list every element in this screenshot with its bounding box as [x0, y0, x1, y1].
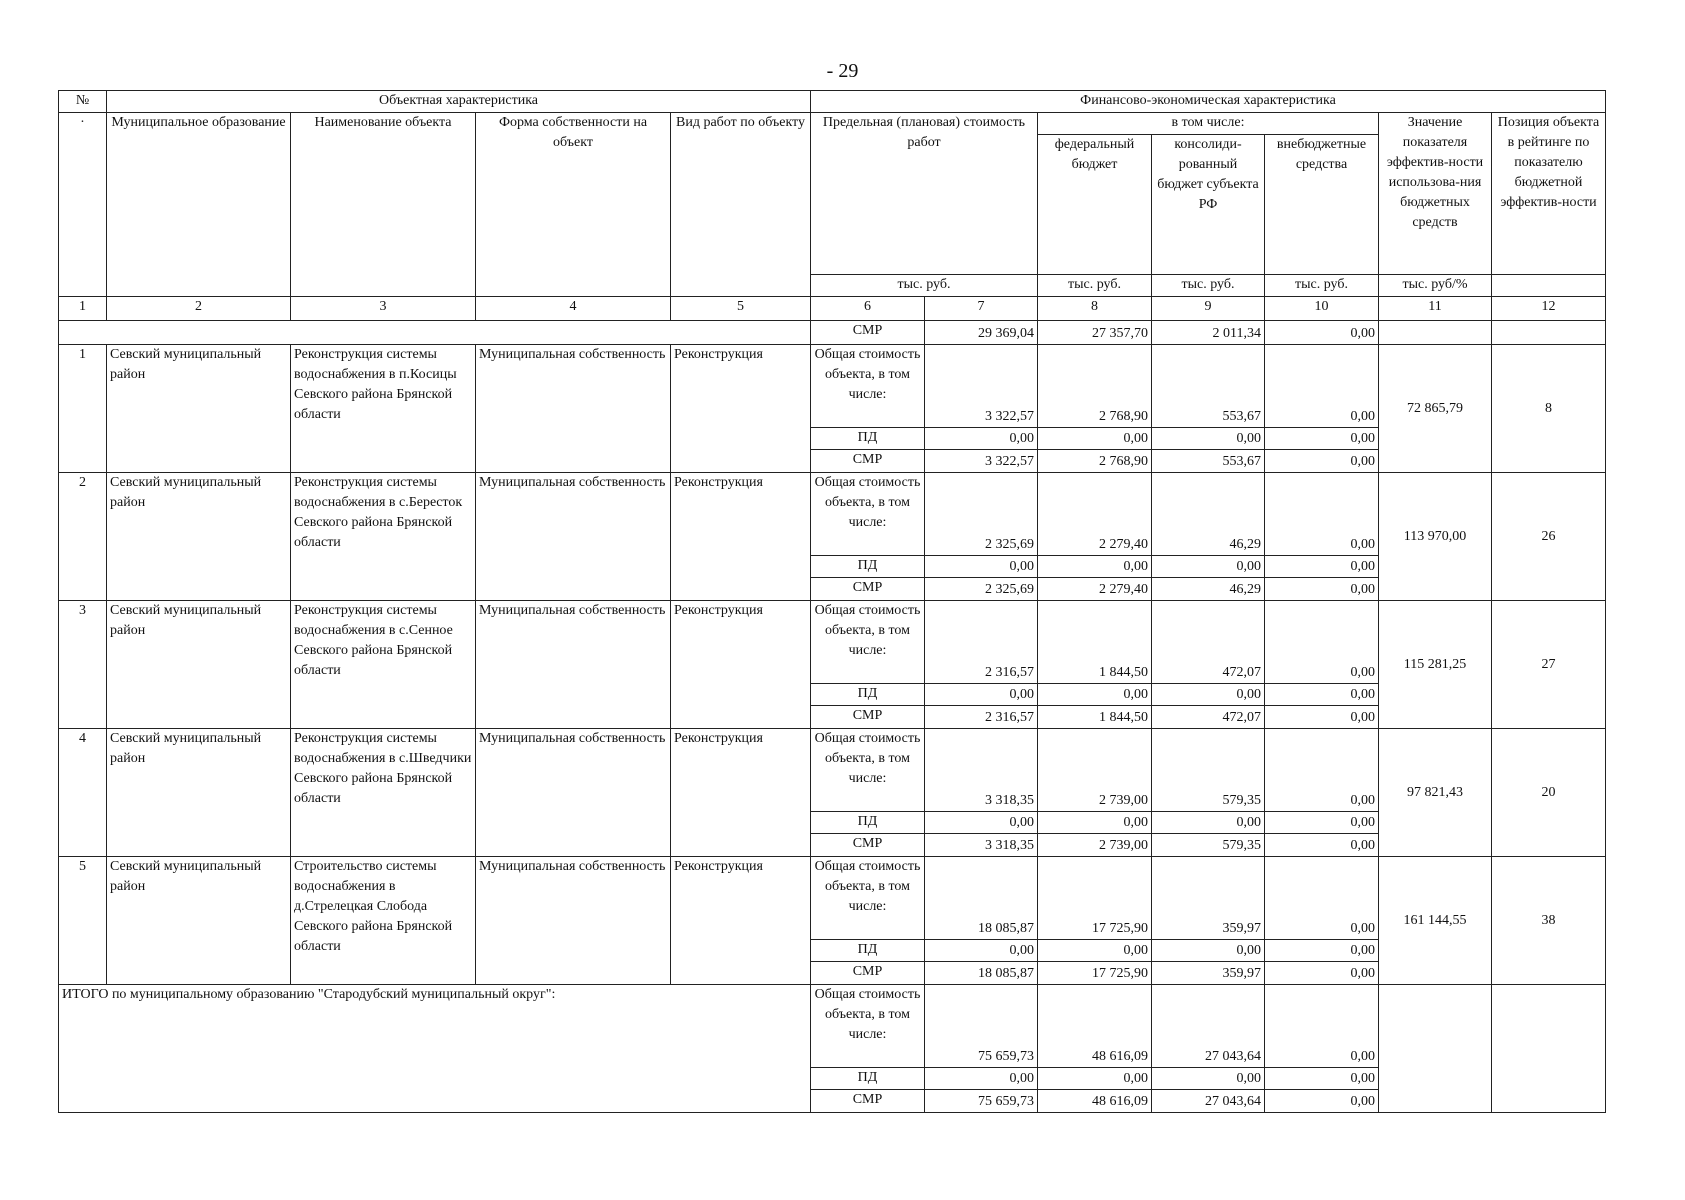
header-object-name: Наименование объекта — [291, 113, 476, 297]
cost-cell: 3 318,35 — [925, 834, 1038, 857]
pd-label: ПД — [811, 812, 925, 834]
object-row — [59, 729, 1606, 812]
object-number: 1 — [59, 345, 107, 473]
federal-cell: 1 844,50 — [1038, 706, 1152, 729]
consolidated-cell: 553,67 — [1152, 450, 1265, 473]
pd-label: ПД — [811, 556, 925, 578]
extra-cell: 0,00 — [1265, 985, 1379, 1068]
smr-label: СМР — [811, 706, 925, 729]
federal-cell: 2 739,00 — [1038, 729, 1152, 812]
smr-label: СМР — [811, 962, 925, 985]
extra-cell: 0,00 — [1265, 812, 1379, 834]
object-number: 4 — [59, 729, 107, 857]
header-num: № — [59, 91, 107, 113]
object-row — [59, 345, 1606, 428]
consolidated-cell: 579,35 — [1152, 834, 1265, 857]
total-label: Общая стоимость объекта, в том числе: — [811, 729, 925, 812]
extra-cell: 0,00 — [1265, 729, 1379, 812]
object-position: 26 — [1492, 473, 1606, 601]
consolidated-cell: 0,00 — [1152, 1068, 1265, 1090]
header-ownership: Форма собственности на объект — [476, 113, 671, 297]
unit-efficiency: тыс. руб/% — [1379, 275, 1492, 297]
extra-cell: 0,00 — [1265, 473, 1379, 556]
header-finance-group: Финансово-экономическая характеристика — [811, 91, 1606, 113]
object-ownership: Муниципальная собственность — [476, 601, 671, 729]
summary-position — [1492, 321, 1606, 345]
federal-cell: 2 279,40 — [1038, 578, 1152, 601]
consolidated-cell: 472,07 — [1152, 601, 1265, 684]
cost-cell: 2 325,69 — [925, 473, 1038, 556]
federal-cell: 48 616,09 — [1038, 1090, 1152, 1113]
header-limit-cost: Предельная (плановая) стоимость работ — [811, 113, 1038, 275]
summary-consolidated: 2 011,34 — [1152, 321, 1265, 345]
col-number: 6 — [811, 297, 925, 321]
consolidated-cell: 0,00 — [1152, 556, 1265, 578]
header-municipality: Муниципальное образование — [107, 113, 291, 297]
federal-cell: 48 616,09 — [1038, 985, 1152, 1068]
col-number: 8 — [1038, 297, 1152, 321]
consolidated-cell: 27 043,64 — [1152, 985, 1265, 1068]
extra-cell: 0,00 — [1265, 962, 1379, 985]
object-number: 5 — [59, 857, 107, 985]
grand-total-efficiency — [1379, 985, 1492, 1113]
header-extrabudget: внебюджетные средства — [1265, 135, 1379, 275]
extra-cell: 0,00 — [1265, 857, 1379, 940]
cost-cell: 2 325,69 — [925, 578, 1038, 601]
object-municipality: Севский муниципальный район — [107, 857, 291, 985]
consolidated-cell: 472,07 — [1152, 706, 1265, 729]
summary-extra: 0,00 — [1265, 321, 1379, 345]
smr-label: СМР — [811, 834, 925, 857]
consolidated-cell: 27 043,64 — [1152, 1090, 1265, 1113]
cost-cell: 3 322,57 — [925, 345, 1038, 428]
federal-cell: 2 279,40 — [1038, 473, 1152, 556]
page-number: - 29 — [826, 60, 859, 82]
federal-cell: 0,00 — [1038, 812, 1152, 834]
cost-cell: 2 316,57 — [925, 601, 1038, 684]
extra-cell: 0,00 — [1265, 1090, 1379, 1113]
total-label: Общая стоимость объекта, в том числе: — [811, 345, 925, 428]
consolidated-cell: 359,97 — [1152, 962, 1265, 985]
object-name: Реконструкция системы водоснабжения в с.Шведчики Севского района Брянской области — [291, 729, 476, 857]
smr-label: СМР — [811, 450, 925, 473]
smr-label: СМР — [811, 578, 925, 601]
object-position: 38 — [1492, 857, 1606, 985]
consolidated-cell: 0,00 — [1152, 812, 1265, 834]
cost-cell: 75 659,73 — [925, 1090, 1038, 1113]
pd-label: ПД — [811, 428, 925, 450]
cost-cell: 0,00 — [925, 556, 1038, 578]
consolidated-cell: 579,35 — [1152, 729, 1265, 812]
object-municipality: Севский муниципальный район — [107, 345, 291, 473]
object-efficiency: 113 970,00 — [1379, 473, 1492, 601]
cost-cell: 0,00 — [925, 684, 1038, 706]
consolidated-cell: 0,00 — [1152, 940, 1265, 962]
object-efficiency: 161 144,55 — [1379, 857, 1492, 985]
object-position: 27 — [1492, 601, 1606, 729]
cost-cell: 0,00 — [925, 1068, 1038, 1090]
header-efficiency: Значение показателя эффектив-ности использова-ния бюджетных средств — [1379, 113, 1492, 275]
object-work-type: Реконструкция — [671, 345, 811, 473]
pd-label: ПД — [811, 1068, 925, 1090]
federal-cell: 0,00 — [1038, 428, 1152, 450]
header-num-dot: · — [59, 113, 107, 297]
federal-cell: 1 844,50 — [1038, 601, 1152, 684]
header-row-2 — [59, 113, 1606, 135]
unit-consolidated: тыс. руб. — [1152, 275, 1265, 297]
cost-cell: 0,00 — [925, 812, 1038, 834]
summary-cost: 29 369,04 — [925, 321, 1038, 345]
extra-cell: 0,00 — [1265, 578, 1379, 601]
extra-cell: 0,00 — [1265, 684, 1379, 706]
grand-total-label: ИТОГО по муниципальному образованию "Стародубский муниципальный округ": — [59, 985, 811, 1113]
cost-cell: 75 659,73 — [925, 985, 1038, 1068]
header-object-group: Объектная характеристика — [107, 91, 811, 113]
col-number: 10 — [1265, 297, 1379, 321]
federal-cell: 2 768,90 — [1038, 345, 1152, 428]
total-label: Общая стоимость объекта, в том числе: — [811, 985, 925, 1068]
summary-smr-label: СМР — [811, 321, 925, 345]
consolidated-cell: 0,00 — [1152, 428, 1265, 450]
summary-federal: 27 357,70 — [1038, 321, 1152, 345]
col-number: 1 — [59, 297, 107, 321]
object-row — [59, 601, 1606, 684]
unit-federal: тыс. руб. — [1038, 275, 1152, 297]
cost-cell: 0,00 — [925, 428, 1038, 450]
cost-cell: 18 085,87 — [925, 857, 1038, 940]
total-label: Общая стоимость объекта, в том числе: — [811, 601, 925, 684]
col-number: 5 — [671, 297, 811, 321]
cost-cell: 3 322,57 — [925, 450, 1038, 473]
summary-blank — [59, 321, 811, 345]
object-efficiency: 115 281,25 — [1379, 601, 1492, 729]
object-name: Реконструкция системы водоснабжения в п.Косицы Севского района Брянской области — [291, 345, 476, 473]
unit-extra: тыс. руб. — [1265, 275, 1379, 297]
header-federal: федеральный бюджет — [1038, 135, 1152, 275]
object-ownership: Муниципальная собственность — [476, 857, 671, 985]
consolidated-cell: 359,97 — [1152, 857, 1265, 940]
extra-cell: 0,00 — [1265, 601, 1379, 684]
col-number: 2 — [107, 297, 291, 321]
unit-limit-cost: тыс. руб. — [811, 275, 1038, 297]
object-ownership: Муниципальная собственность — [476, 345, 671, 473]
header-consolidated: консолиди-рованный бюджет субъекта РФ — [1152, 135, 1265, 275]
object-ownership: Муниципальная собственность — [476, 473, 671, 601]
object-ownership: Муниципальная собственность — [476, 729, 671, 857]
pd-label: ПД — [811, 940, 925, 962]
consolidated-cell: 553,67 — [1152, 345, 1265, 428]
federal-cell: 0,00 — [1038, 940, 1152, 962]
total-label: Общая стоимость объекта, в том числе: — [811, 473, 925, 556]
summary-efficiency — [1379, 321, 1492, 345]
object-municipality: Севский муниципальный район — [107, 473, 291, 601]
col-number: 9 — [1152, 297, 1265, 321]
object-row — [59, 857, 1606, 940]
grand-total-position — [1492, 985, 1606, 1113]
header-position: Позиция объекта в рейтинге по показателю бюджетной эффектив-ности — [1492, 113, 1606, 275]
extra-cell: 0,00 — [1265, 706, 1379, 729]
unit-position — [1492, 275, 1606, 297]
smr-label: СМР — [811, 1090, 925, 1113]
federal-cell: 2 768,90 — [1038, 450, 1152, 473]
federal-cell: 0,00 — [1038, 556, 1152, 578]
object-municipality: Севский муниципальный район — [107, 601, 291, 729]
summary-smr-row — [59, 321, 1606, 345]
header-work-type: Вид работ по объекту — [671, 113, 811, 297]
object-name: Строительство системы водоснабжения в д.Стрелецкая Слобода Севского района Брянской области — [291, 857, 476, 985]
federal-cell: 2 739,00 — [1038, 834, 1152, 857]
object-efficiency: 72 865,79 — [1379, 345, 1492, 473]
header-including: в том числе: — [1038, 113, 1379, 135]
extra-cell: 0,00 — [1265, 1068, 1379, 1090]
extra-cell: 0,00 — [1265, 428, 1379, 450]
federal-cell: 0,00 — [1038, 684, 1152, 706]
consolidated-cell: 0,00 — [1152, 684, 1265, 706]
grand-total-row — [59, 985, 1606, 1068]
cost-cell: 2 316,57 — [925, 706, 1038, 729]
consolidated-cell: 46,29 — [1152, 578, 1265, 601]
object-name: Реконструкция системы водоснабжения в с.Сенное Севского района Брянской области — [291, 601, 476, 729]
object-number: 3 — [59, 601, 107, 729]
federal-cell: 17 725,90 — [1038, 857, 1152, 940]
object-work-type: Реконструкция — [671, 729, 811, 857]
object-name: Реконструкция системы водоснабжения в с.Береcток Севского района Брянской области — [291, 473, 476, 601]
extra-cell: 0,00 — [1265, 940, 1379, 962]
object-efficiency: 97 821,43 — [1379, 729, 1492, 857]
cost-cell: 3 318,35 — [925, 729, 1038, 812]
object-work-type: Реконструкция — [671, 601, 811, 729]
object-position: 20 — [1492, 729, 1606, 857]
federal-cell: 17 725,90 — [1038, 962, 1152, 985]
col-number: 3 — [291, 297, 476, 321]
cost-cell: 0,00 — [925, 940, 1038, 962]
object-number: 2 — [59, 473, 107, 601]
col-number: 12 — [1492, 297, 1606, 321]
header-row-1 — [59, 91, 1606, 113]
object-work-type: Реконструкция — [671, 473, 811, 601]
cost-cell: 18 085,87 — [925, 962, 1038, 985]
total-label: Общая стоимость объекта, в том числе: — [811, 857, 925, 940]
col-number: 11 — [1379, 297, 1492, 321]
col-number: 4 — [476, 297, 671, 321]
consolidated-cell: 46,29 — [1152, 473, 1265, 556]
finance-table — [58, 90, 1606, 1113]
extra-cell: 0,00 — [1265, 345, 1379, 428]
object-position: 8 — [1492, 345, 1606, 473]
pd-label: ПД — [811, 684, 925, 706]
extra-cell: 0,00 — [1265, 556, 1379, 578]
extra-cell: 0,00 — [1265, 450, 1379, 473]
column-numbers-row — [59, 297, 1606, 321]
extra-cell: 0,00 — [1265, 834, 1379, 857]
col-number: 7 — [925, 297, 1038, 321]
federal-cell: 0,00 — [1038, 1068, 1152, 1090]
object-work-type: Реконструкция — [671, 857, 811, 985]
object-municipality: Севский муниципальный район — [107, 729, 291, 857]
object-row — [59, 473, 1606, 556]
